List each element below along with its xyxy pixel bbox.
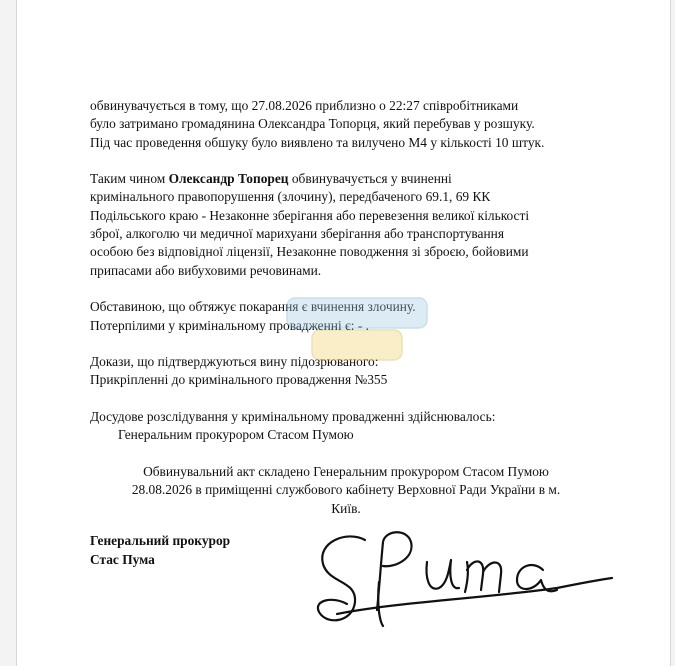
watermark-logo-icon [267,290,447,370]
text-line: зброї, алкоголю чи медичної марихуани зберігання або транспортування [90,226,504,242]
text-line: Прикріпленні до кримінального провадження №355 [90,372,388,388]
handwritten-signature-icon [307,522,627,632]
text-line: Досудове розслідування у кримінальному провадженні здійснювалось: [90,409,496,425]
accused-name: Олександр Топорец [168,171,289,187]
text-line: Генеральним прокурором Стасом Пумою [118,427,354,443]
text-line: Потерпілими у кримінальному провадженні є: - . [90,317,369,333]
text-fragment: Таким чином [90,171,169,187]
text-line: Подільського краю - Незаконне зберігання або перевезення великої кількості [90,207,530,223]
signatory-name: Стас Пума [90,551,155,567]
text-line: Докази, що підтверджуються вину підозрюваного: [90,354,379,370]
text-line: Обвинувальний акт складено Генеральним прокурором Стасом Пумою [143,463,549,479]
signatory-block [90,532,230,569]
text-line: Обставиною, що обтяжує покарання є вчинення злочину. [90,299,416,315]
document-page [16,0,671,666]
text-line [90,170,602,188]
text-line: 28.08.2026 в приміщенні службового кабінету Верховної Ради України в м. [131,482,561,498]
text-line: особою без відповідної ліцензії, Незаконне поводження зі зброєю, бойовими [90,244,529,260]
text-line: припасами або вибуховими речовинами. [90,262,322,278]
signatory-title: Генеральний прокурор [90,533,231,548]
text-line: було затримано громадянина Олександра Топорця, який перебував у розшуку. [90,116,535,132]
text-line: обвинувачується в тому, що 27.08.2026 приблизно о 22:27 співробітниками [90,98,519,113]
text-line: Під час проведення обшуку було виявлено та вилучено М4 у кількості 10 штук. [90,134,545,150]
text-line: кримінального правопорушення (злочину), передбаченого 69.1, 69 КК [90,189,491,205]
text-fragment: обвинувачується у вчиненні [288,171,452,187]
text-line: Київ. [331,500,361,516]
